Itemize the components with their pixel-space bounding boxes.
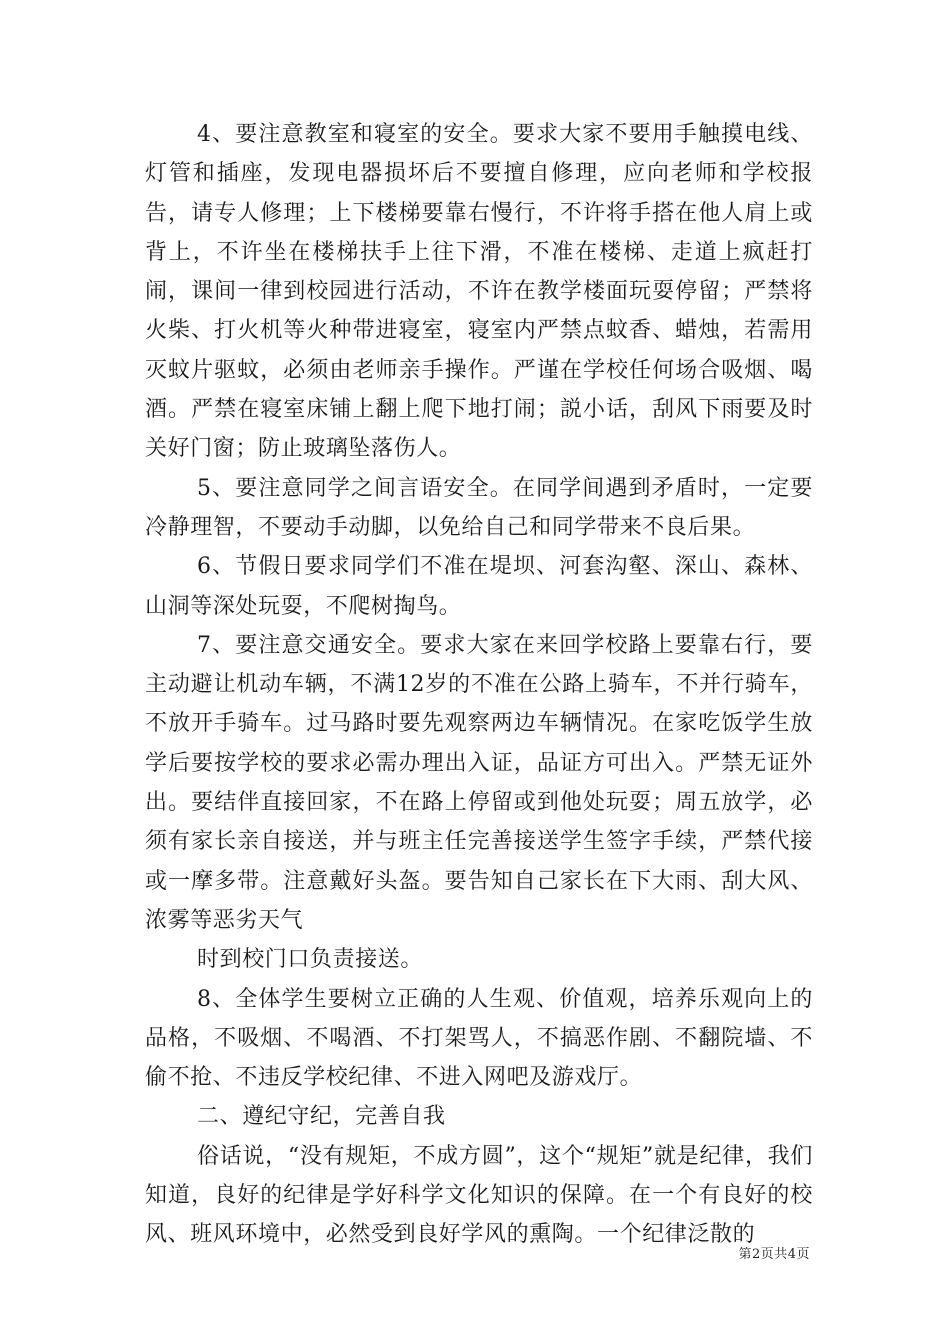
page-number: 第2页共4页 <box>738 1247 810 1262</box>
paragraph-item-6: 6、节假日要求同学们不准在堤坝、河套沟壑、深山、森林、山洞等深处玩耍，不爬树掏鸟。 <box>145 554 813 619</box>
paragraph-item-7-continuation: 时到校门口负责接送。 <box>197 947 424 973</box>
paragraph-item-8: 8、全体学生要树立正确的人生观、价值观，培养乐观向上的品格，不吸烟、不喝酒、不打架骂人，不搞恶作剧、不翻院墙、不偷不抢、不违反学校纪律、不进入网吧及游戏厅。 <box>145 986 813 1091</box>
paragraph-item-5: 5、要注意同学之间言语安全。在同学间遇到矛盾时，一定要冷静理智，不要动手动脚，以免给自己和同学带来不良后果。 <box>145 475 813 540</box>
paragraph-item-4: 4、要注意教室和寝室的安全。要求大家不要用手触摸电线、灯管和插座，发现电器损坏后不要擅自修理，应向老师和学校报告，请专人修理；上下楼梯要靠右慢行，不许将手搭在他人肩上或背上，不许坐在楼梯扶手上往下滑，不准在楼梯、走道上疯赶打闹，课间一律到校园进行活动，不许在教学楼面玩耍停留；严禁将火柴、打火机等火种带进寝室，寝室内严禁点蚊香、蜡烛，若需用灭蚊片驱蚊，必须由老师亲手操作。严谨在学校任何场合吸烟、喝酒。严禁在寝室床铺上翻上爬下地打闹；説小话，刮风下雨要及时关好门窗；防止玻璃坠落伤人。 <box>145 122 813 462</box>
paragraph-discipline: 俗话说，“没有规矩，不成方圆”，这个“规矩”就是纪律，我们知道，良好的纪律是学好科学文化知识的保障。在一个有良好的校风、班风环境中，必然受到良好学风的熏陶。一个纪律泛散的 <box>145 1143 813 1248</box>
document-body <box>145 115 813 1255</box>
section-heading: 二、遵纪守纪，完善自我 <box>197 1104 446 1130</box>
paragraph-item-7: 7、要注意交通安全。要求大家在来回学校路上要靠右行，要主动避让机动车辆，不满12岁的不准在公路上骑车，不并行骑车，不放开手骑车。过马路时要先观察两边车辆情况。在家吃饭学生放学后要按学校的要求必需办理出入证，品证方可出入。严禁无证外出。要结伴直接回家，不在路上停留或到他处玩耍；周五放学，必须有家长亲自接送，并与班主任完善接送学生签字手续，严禁代接或一摩多带。注意戴好头盔。要告知自己家长在下大雨、刮大风、浓雾等恶劣天气 <box>145 632 813 933</box>
